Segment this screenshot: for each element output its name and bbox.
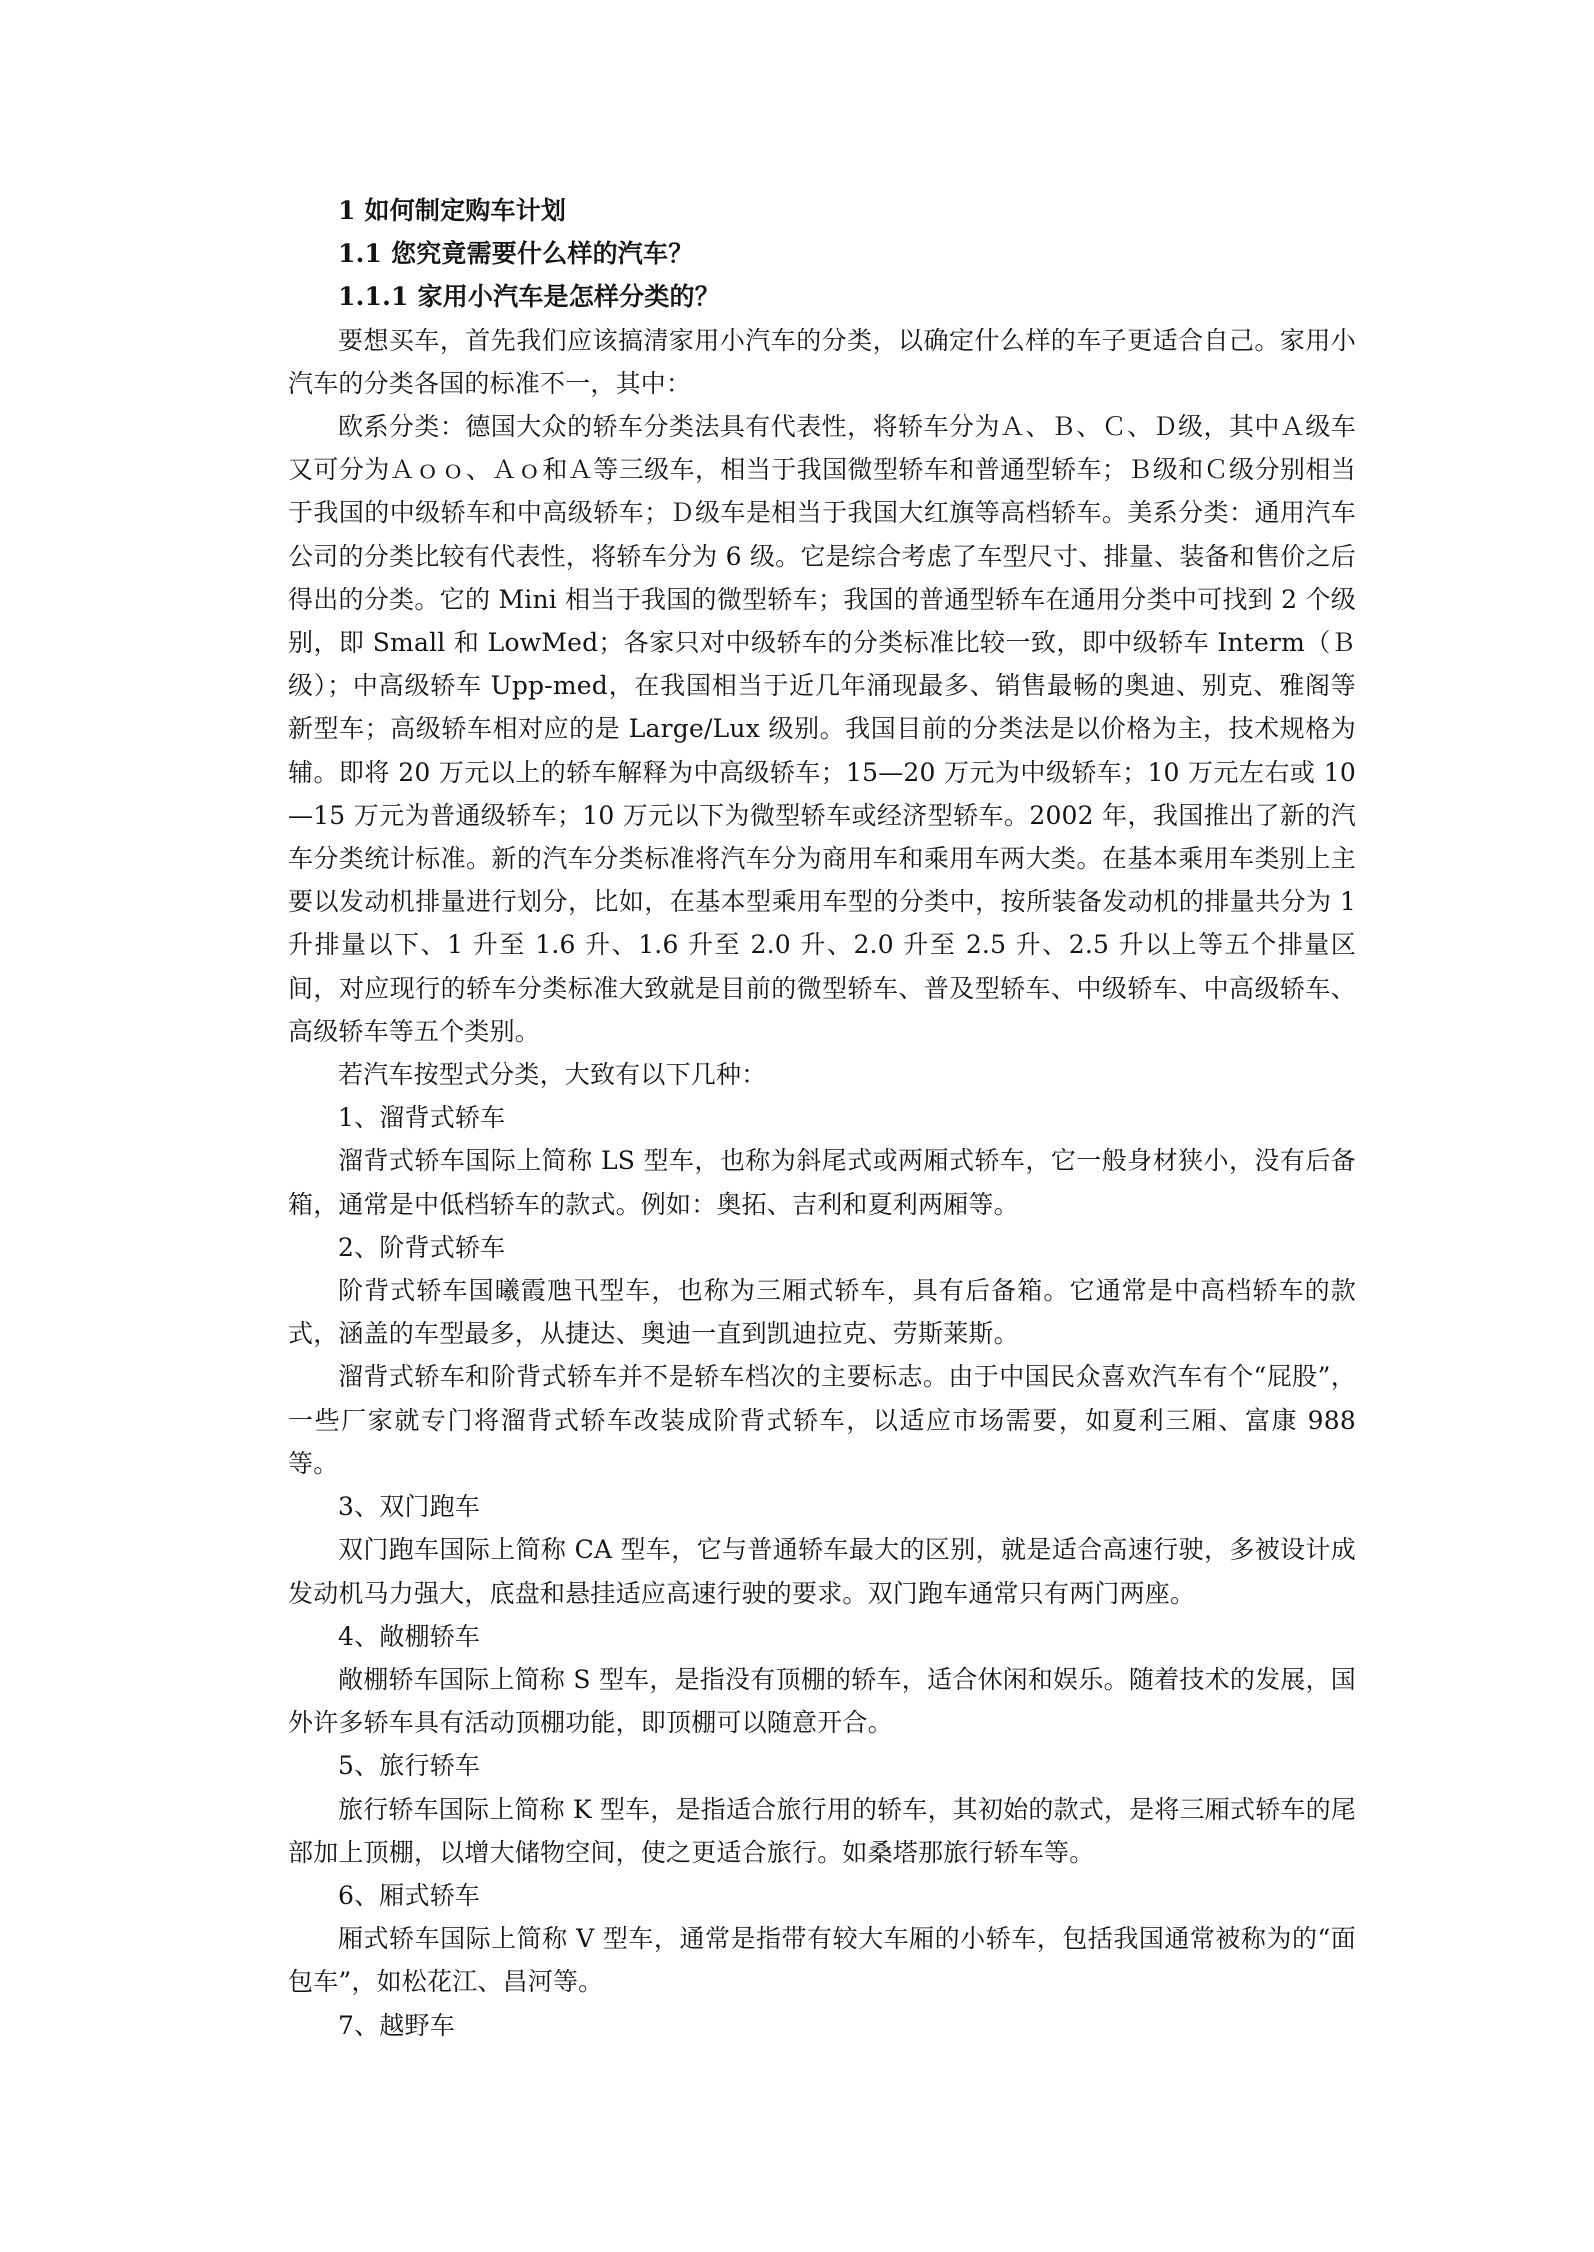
list-item-coupe: 3、双门跑车 (338, 1492, 481, 1522)
fastback-notchback-note: 溜背式轿车和阶背式轿车并不是轿车档次的主要标志。由于中国民众喜欢汽车有个“屁股”，一些厂家就专门将溜背式轿车改装成阶背式轿车，以适应市场需要，如夏利三厢、富康 988 等。 (288, 1362, 1356, 1478)
list-item-wagon: 5、旅行轿车 (338, 1751, 481, 1781)
chapter-heading: 1 如何制定购车计划 (338, 196, 567, 225)
wagon-description: 旅行轿车国际上简称 K 型车，是指适合旅行用的轿车，其初始的款式，是将三厢式轿车的尾部加上顶棚，以增大储物空间，使之更适合旅行。如桑塔那旅行轿车等。 (288, 1794, 1356, 1867)
document-page (288, 0, 1356, 2252)
van-description: 厢式轿车国际上简称 V 型车，通常是指带有较大车厢的小轿车，包括我国通常被称为的“面包车”，如松花江、昌河等。 (288, 1924, 1356, 1997)
document-body (288, 0, 1356, 2047)
section-heading: 1.1 您究竟需要什么样的汽车？ (338, 239, 694, 269)
fastback-description: 溜背式轿车国际上简称 LS 型车，也称为斜尾式或两厢式轿车，它一般身材狭小，没有后备箱，通常是中低档轿车的款式。例如：奥拓、吉利和夏利两厢等。 (288, 1146, 1356, 1219)
convertible-description: 敞棚轿车国际上简称 S 型车，是指没有顶棚的轿车，适合休闲和娱乐。随着技术的发展，国外许多轿车具有活动顶棚功能，即顶棚可以随意开合。 (288, 1664, 1356, 1738)
intro-paragraph: 要想买车，首先我们应该搞清家用小汽车的分类，以确定什么样的车子更适合自己。家用小汽车的分类各国的标准不一，其中： (288, 325, 1356, 398)
notchback-description: 阶背式轿车国曦霞虺卂型车，也称为三厢式轿车，具有后备箱。它通常是中高档轿车的款式，涵盖的车型最多，从捷达、奥迪一直到凯迪拉克、劳斯莱斯。 (288, 1276, 1356, 1349)
body-style-intro-paragraph: 若汽车按型式分类，大致有以下几种： (338, 1060, 767, 1090)
list-item-convertible: 4、敞棚轿车 (338, 1621, 481, 1651)
list-item-notchback: 2、阶背式轿车 (338, 1232, 506, 1262)
list-item-fastback: 1、溜背式轿车 (338, 1103, 506, 1133)
coupe-description: 双门跑车国际上简称 CA 型车，它与普通轿车最大的区别，就是适合高速行驶，多被设计成发动机马力强大，底盘和悬挂适应高速行驶的要求。双门跑车通常只有两门两座。 (288, 1535, 1356, 1608)
classification-systems-paragraph: 欧系分类：德国大众的轿车分类法具有代表性，将轿车分为Ａ、Ｂ、Ｃ、Ｄ级，其中Ａ级车又可分为Ａｏｏ、Ａｏ和Ａ等三级车，相当于我国微型轿车和普通型轿车；Ｂ级和Ｃ级分别相当于我国的中级轿车和中高级轿车；Ｄ级车是相当于我国大红旗等高档轿车。美系分类：通用汽车公司的分类比较有代表性，将轿车分为 6 级。它是综合考虑了车型尺寸、排量、装备和售价之后得出的分类。它的 Mini 相当于我国的微型轿车；我国的普通型轿车在通用分类中可找到 2 个级别，即 Small 和 LowMed；各家只对中级轿车的分类标准比较一致，即中级轿车 Interm（Ｂ级）；中高级轿车 Upp-med，在我国相当于近几年涌现最多、销售最畅的奥迪、别克、雅阁等新型车；高级轿车相对应的是 Large/Lux 级别。我国目前的分类法是以价格为主，技术规格为辅。即将 20 万元以上的轿车解释为中高级轿车；15—20 万元为中级轿车；10 万元左右或 10—15 万元为普通级轿车；10 万元以下为微型轿车或经济型轿车。2002 年，我国推出了新的汽车分类统计标准。新的汽车分类标准将汽车分为商用车和乘用车两大类。在基本乘用车类别上主要以发动机排量进行划分，比如，在基本型乘用车型的分类中，按所装备发动机的排量共分为 1 升排量以下、1 升至 1.6 升、1.6 升至 2.0 升、2.0 升至 2.5 升、2.5 升以上等五个排量区间，对应现行的轿车分类标准大致就是目前的微型轿车、普及型轿车、中级轿车、中高级轿车、高级轿车等五个类别。 (288, 412, 1356, 1046)
subsection-heading: 1.1.1 家用小汽车是怎样分类的？ (338, 282, 720, 312)
list-item-offroad: 7、越野车 (338, 2010, 455, 2040)
list-item-van: 6、厢式轿车 (338, 1880, 481, 1910)
